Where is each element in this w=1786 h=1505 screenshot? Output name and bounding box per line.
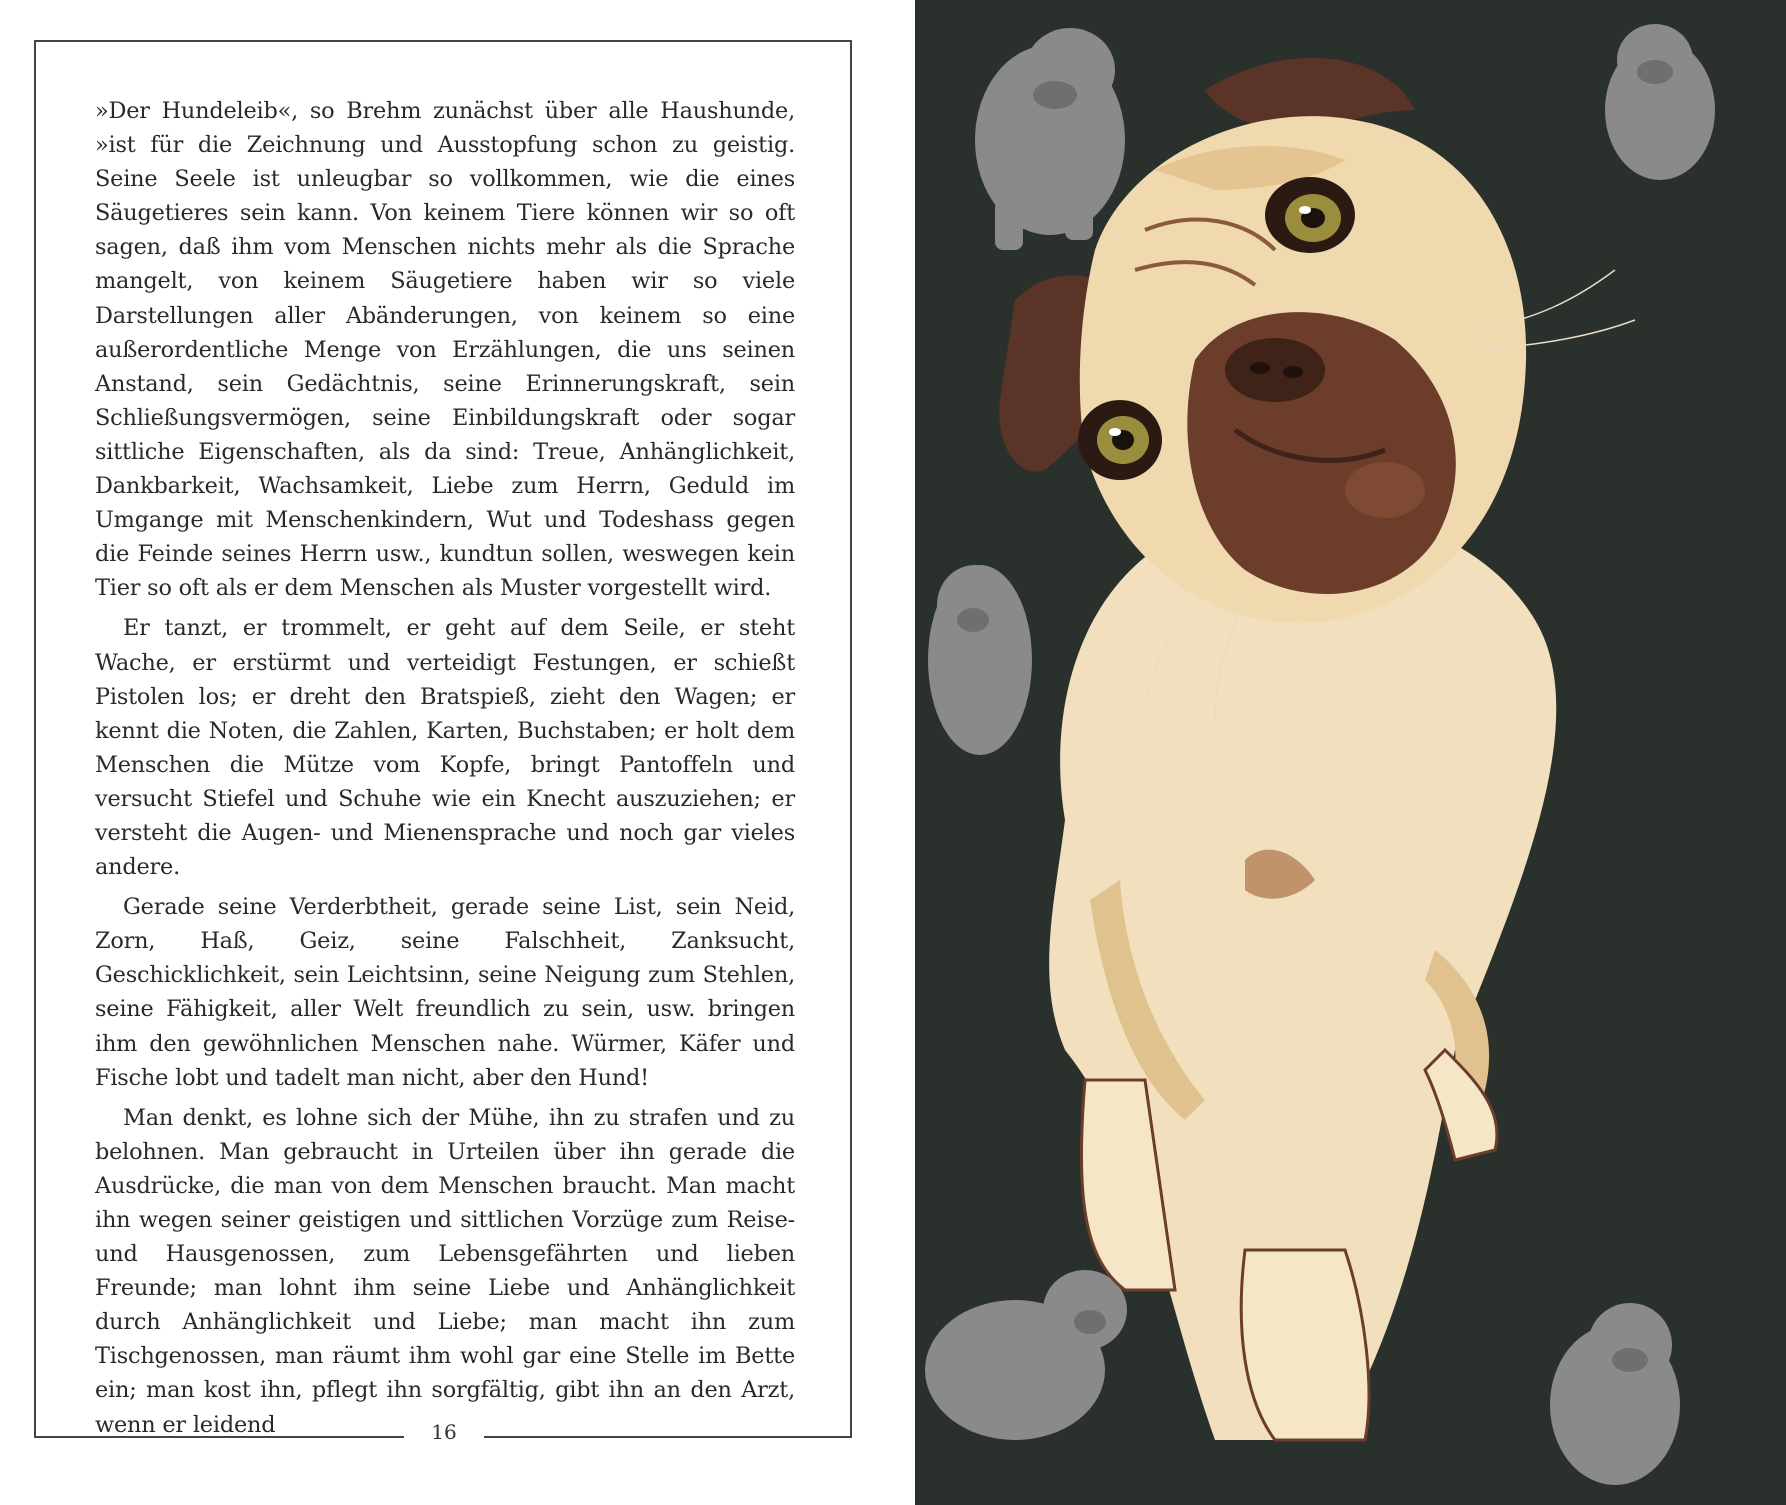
pug-left-eye-icon — [1078, 400, 1162, 480]
paragraph-1: »Der Hundeleib«, so Brehm zunächst über alle Haushunde, »ist für die Zeichnung und Ausstopfung schon zu geistig. Seine Seele ist unleugbar so vollkommen, wie die eines Säugetieres sein kann. Von keinem Tiere können wir so oft sagen, daß ihm vom Menschen nichts mehr als die Sprache mangelt, von keinem Säugetiere haben wir so viele Darstellungen aller Abänderungen, von keinem so eine außerordentliche Menge von Erzählungen, die uns seinen Anstand, sein Gedächtnis, seine Erinnerungskraft, sein Schließungsvermögen, seine Einbildungskraft oder sogar sittliche Eigenschaften, als da sind: Treue, Anhänglichkeit, Dankbarkeit, Wachsamkeit, Liebe zum Herrn, Geduld im Umgange mit Menschenkindern, Wut und Todeshass gegen die Feinde seines Herrn usw., kundtun sollen, weswegen kein Tier so oft als er dem Menschen als Muster vorgestellt wird. — [95, 98, 795, 602]
paragraph-2: Er tanzt, er trommelt, er geht auf dem Seile, er steht Wache, er erstürmt und verteidigt Festungen, er schießt Pistolen los; er dreht den Bratspieß, zieht den Wagen; er kennt die Noten, die Zahlen, Karten, Buchstaben; er holt dem Menschen die Mütze vom Kopfe, bringt Pantoffeln und versucht Stiefel und Schuhe wie ein Knecht auszuziehen; er versteht die Augen- und Mienensprache und noch gar vieles andere. — [95, 615, 795, 881]
pug-right-eye-icon — [1265, 177, 1355, 253]
puppy-mid-left-icon — [928, 565, 1032, 755]
illustration-page — [915, 0, 1786, 1505]
body-text — [95, 94, 795, 1442]
page-number: 16 — [431, 1420, 457, 1444]
paragraph-4: Man denkt, es lohne sich der Mühe, ihn zu strafen und zu belohnen. Man gebraucht in Urteilen über ihn gerade die Ausdrücke, die man von dem Menschen braucht. Man macht ihn wegen seiner geistigen und sittlichen Vorzüge zum Reise- und Hausgenossen, zum Lebensgefährten und lieben Freunde; man lohnt ihm seine Liebe und Anhänglichkeit durch Anhänglichkeit und Liebe; man macht ihn zum Tischgenossen, man räumt ihm wohl gar eine Stelle im Bette ein; man kost ihn, pflegt ihn sorgfältig, gibt ihn an den Arzt, wenn er leidend — [95, 1104, 795, 1438]
puppy-top-right-icon — [1605, 24, 1715, 180]
puppy-bottom-right-icon — [1550, 1303, 1680, 1485]
paragraph-3: Gerade seine Verderbtheit, gerade seine List, sein Neid, Zorn, Haß, Geiz, seine Falschheit, Zanksucht, Geschicklichkeit, sein Leichtsinn, seine Neigung zum Stehlen, seine Fähigkeit, aller Welt freundlich zu sein, usw. bringen ihm den gewöhnlichen Menschen nahe. Würmer, Käfer und Fische lobt und tadelt man nicht, aber den Hund! — [95, 894, 795, 1091]
puppy-top-left-icon — [975, 28, 1125, 250]
pug-illustration — [915, 0, 1786, 1505]
puppy-bottom-left-icon — [925, 1270, 1127, 1440]
